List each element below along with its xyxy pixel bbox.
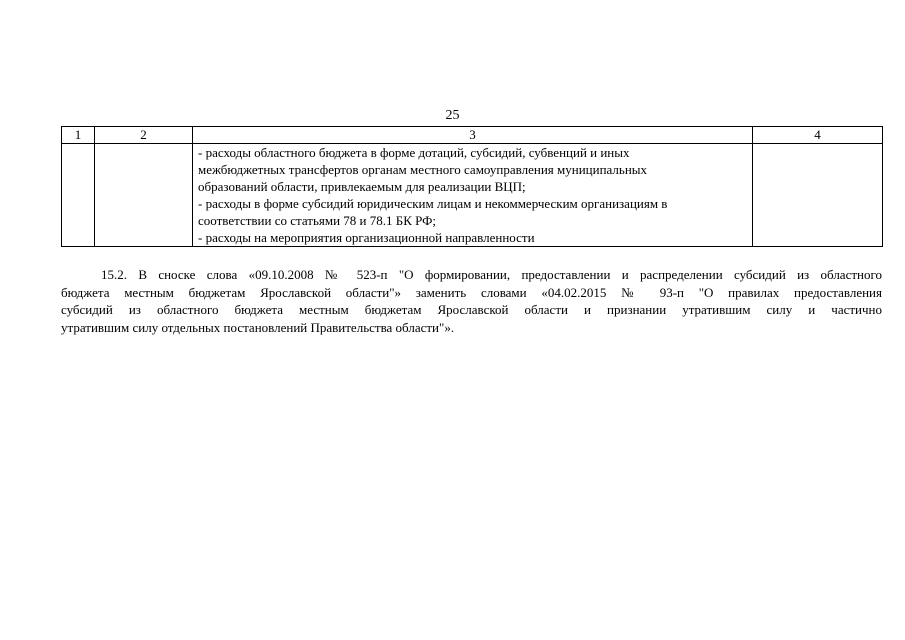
amendment-table [61,126,883,247]
paragraph-line: 15.2. В сноске слова «09.10.2008 № 523-п "О формировании, предоставлении и распределении субсидий из областного [101,267,882,282]
table-header-cell: 3 [193,127,753,144]
table-cell-line: - расходы в форме субсидий юридическим лицам и некоммерческим организациям в [198,196,668,211]
table-cell-col3 [193,144,753,247]
table-header-cell: 1 [62,127,95,144]
table-header-row [62,127,883,144]
table-header-cell: 2 [95,127,193,144]
table-cell-line: образований области, привлекаемым для реализации ВЦП; [198,179,526,194]
table-cell-col2 [95,144,193,247]
amendment-paragraph [61,266,882,336]
paragraph-line: субсидий из областного бюджета местным бюджетам Ярославской области и признании утратившим силу и частично [61,302,882,317]
page-number: 25 [445,108,460,123]
paragraph-line: утратившим силу отдельных постановлений Правительства области"». [61,319,455,335]
table-cell-line: - расходы областного бюджета в форме дотаций, субсидий, субвенций и иных [198,145,630,160]
table-cell-col1 [62,144,95,247]
table-row [62,144,883,247]
table-cell-line: соответствии со статьями 78 и 78.1 БК РФ; [198,213,437,228]
paragraph-line: бюджета местным бюджетам Ярославской области"» заменить словами «04.02.2015 № 93-п "О правилах предоставления [61,284,882,300]
table-cell-col4 [753,144,883,247]
table-cell-line: - расходы на мероприятия организационной направленности [198,230,535,245]
table-header-cell: 4 [753,127,883,144]
table-cell-line: межбюджетных трансфертов органам местного самоуправления муниципальных [198,162,648,177]
